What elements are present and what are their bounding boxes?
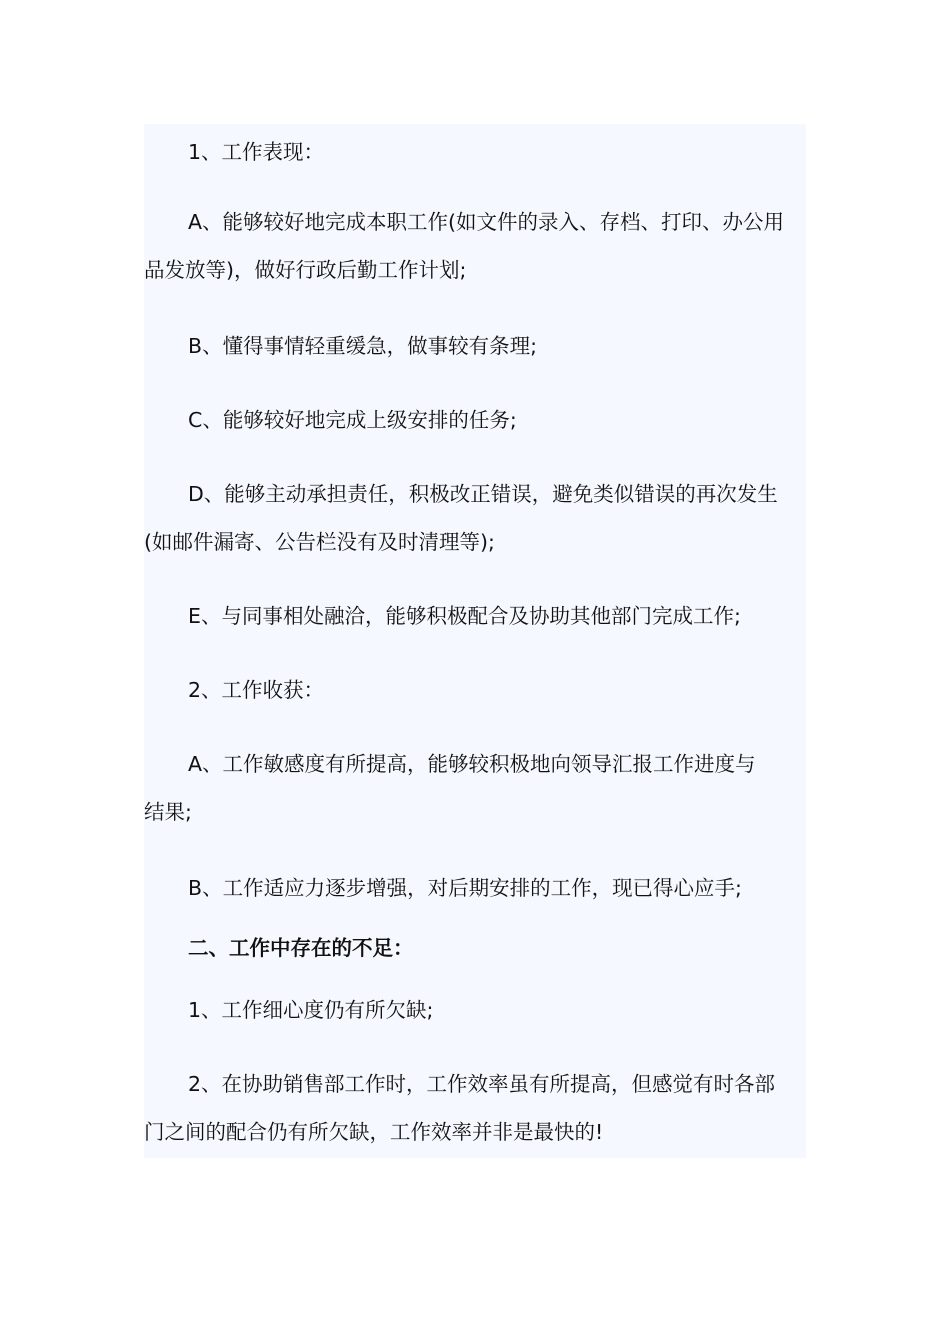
paragraph-work-performance-heading <box>144 128 806 176</box>
text-line: 1、工作细心度仍有所欠缺; <box>188 998 434 1022</box>
text-line: D、能够主动承担责任，积极改正错误，避免类似错误的再次发生 <box>188 482 778 506</box>
text-line: 二、工作中存在的不足： <box>188 936 414 960</box>
text-line: 结果; <box>144 800 192 824</box>
text-line: 门之间的配合仍有所欠缺，工作效率并非是最快的! <box>144 1120 604 1144</box>
text-line: C、能够较好地完成上级安排的任务; <box>188 408 517 432</box>
text-line: B、工作适应力逐步增强，对后期安排的工作，现已得心应手; <box>188 876 742 900</box>
paragraph-item-e <box>144 592 806 640</box>
paragraph-gain-a <box>144 740 806 836</box>
text-line: 品发放等)，做好行政后勤工作计划; <box>144 258 467 282</box>
paragraph-gain-b <box>144 864 806 912</box>
text-line: 1、工作表现： <box>188 140 325 164</box>
paragraph-item-d <box>144 470 806 566</box>
paragraph-item-c <box>144 396 806 444</box>
text-line: A、能够较好地完成本职工作(如文件的录入、存档、打印、办公用 <box>188 210 785 234</box>
text-line: B、懂得事情轻重缓急，做事较有条理; <box>188 334 537 358</box>
document-content <box>144 124 806 1158</box>
text-line: 2、在协助销售部工作时，工作效率虽有所提高，但感觉有时各部 <box>188 1072 776 1096</box>
text-line: 2、工作收获： <box>188 678 325 702</box>
paragraph-shortcoming-2 <box>144 1060 806 1156</box>
text-line: E、与同事相处融洽，能够积极配合及协助其他部门完成工作; <box>188 604 741 628</box>
text-line: (如邮件漏寄、公告栏没有及时清理等); <box>144 530 495 554</box>
paragraph-work-gains-heading <box>144 666 806 714</box>
paragraph-item-a <box>144 198 806 294</box>
text-line: A、工作敏感度有所提高，能够较积极地向领导汇报工作进度与 <box>188 752 756 776</box>
paragraph-item-b <box>144 322 806 370</box>
paragraph-shortcoming-1 <box>144 986 806 1034</box>
section-heading-shortcomings <box>144 924 806 972</box>
